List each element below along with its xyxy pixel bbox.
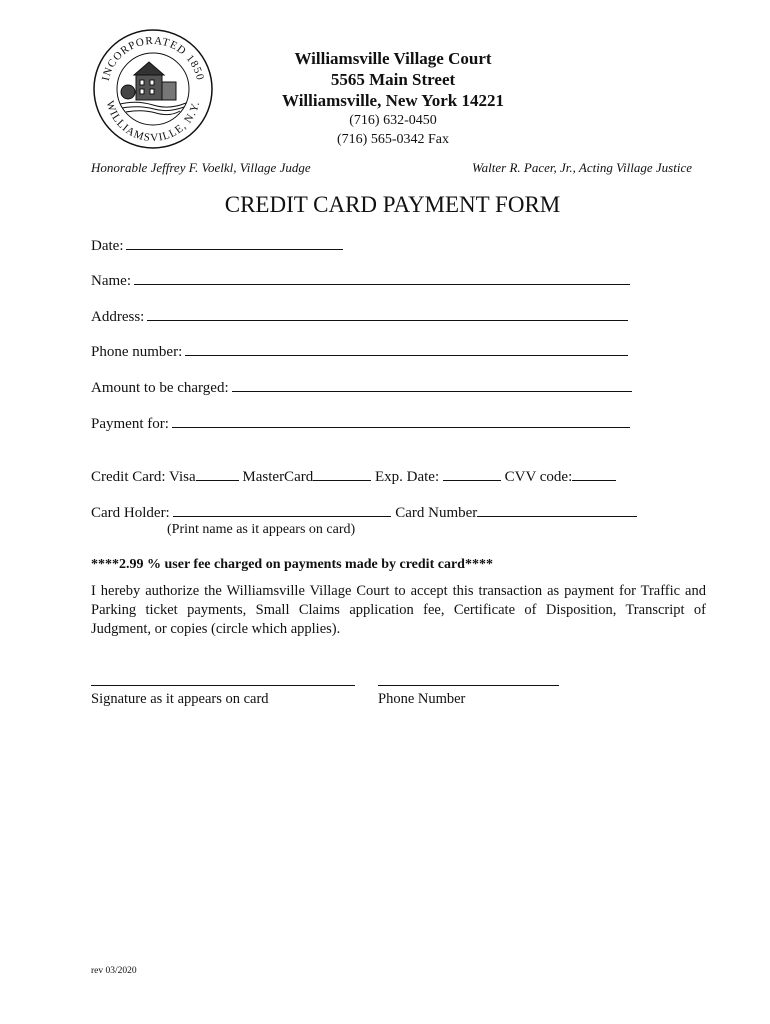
date-label: Date: — [91, 238, 124, 254]
card-holder-row — [91, 504, 637, 522]
user-fee-note: ****2.99 % user fee charged on payments made by credit card**** — [91, 557, 493, 572]
acting-village-justice: Walter R. Pacer, Jr., Acting Village Justice — [472, 160, 692, 175]
date-field[interactable] — [126, 237, 343, 250]
court-name: Williamsville Village Court — [294, 49, 492, 68]
mill-illustration — [120, 62, 186, 115]
address-field[interactable] — [147, 308, 628, 321]
seal-bottom-text: WILLIAMSVILLE, N.Y. — [103, 99, 203, 145]
phone-number-line[interactable] — [378, 685, 559, 686]
court-fax: (716) 565-0342 Fax — [337, 132, 449, 147]
visa-field[interactable] — [196, 468, 239, 481]
address-label: Address: — [91, 309, 145, 325]
name-label: Name: — [91, 273, 131, 289]
village-seal — [92, 28, 214, 150]
amount-field[interactable] — [232, 379, 632, 392]
cvv-field[interactable] — [572, 468, 616, 481]
signature-line[interactable] — [91, 685, 355, 686]
court-header — [230, 48, 556, 149]
print-name-note: (Print name as it appears on card) — [167, 522, 356, 537]
authorization-text: I hereby authorize the Williamsville Village Court to accept this transaction as payment for Traffic and Parking ticket payments, Small Claims application fee, Certificate of Disposition, Transcript of Judgment, or copies (circle which applies). — [91, 583, 706, 637]
payment-for-label: Payment for: — [91, 416, 169, 432]
amount-row — [91, 379, 632, 397]
card-number-label: Card Number — [395, 505, 478, 521]
payment-for-field[interactable] — [172, 415, 630, 428]
phone-number-label: Phone number: — [91, 344, 183, 360]
payment-for-row — [91, 415, 630, 433]
phone-number-field[interactable] — [185, 343, 628, 356]
card-holder-label: Card Holder: — [91, 505, 170, 521]
phone-row — [91, 343, 628, 361]
phone-number-sig-label: Phone Number — [378, 691, 466, 707]
name-row — [91, 272, 630, 290]
cvv-label: CVV code: — [504, 469, 573, 485]
card-holder-field[interactable] — [173, 504, 391, 517]
date-row — [91, 237, 343, 255]
address-row — [91, 308, 628, 326]
name-field[interactable] — [134, 272, 630, 285]
court-city: Williamsville, New York 14221 — [282, 91, 504, 110]
revision-date: rev 03/2020 — [91, 966, 137, 976]
credit-card-row — [91, 468, 616, 486]
exp-date-label: Exp. Date: — [374, 469, 440, 485]
village-judge: Honorable Jeffrey F. Voelkl, Village Judge — [91, 160, 311, 175]
mastercard-field[interactable] — [313, 468, 371, 481]
signature-label: Signature as it appears on card — [91, 691, 269, 707]
form-title: CREDIT CARD PAYMENT FORM — [224, 192, 561, 217]
court-phone: (716) 632-0450 — [349, 113, 437, 128]
card-number-field[interactable] — [477, 504, 637, 517]
court-street: 5565 Main Street — [330, 70, 456, 89]
seal-top-text: INCORPORATED 1850 — [99, 34, 207, 82]
amount-label: Amount to be charged: — [91, 380, 229, 396]
mastercard-label: MasterCard — [242, 469, 314, 485]
exp-date-field[interactable] — [443, 468, 501, 481]
credit-card-visa-label: Credit Card: Visa — [91, 469, 196, 485]
